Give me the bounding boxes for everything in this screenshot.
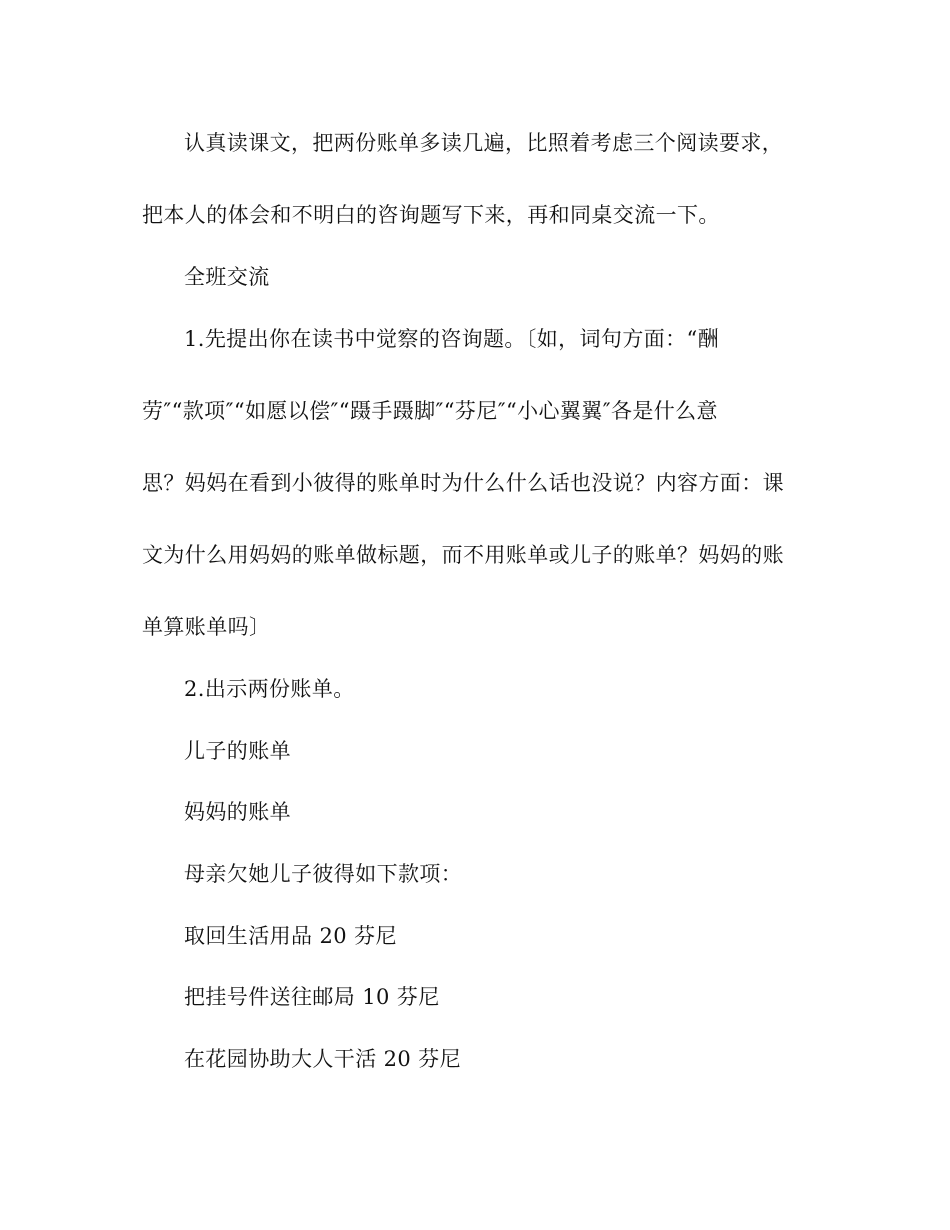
paragraph-line: 把本人的体会和不明白的咨询题写下来，再和同桌交流一下。: [142, 203, 720, 227]
list-item: 2.出示两份账单。: [184, 677, 355, 701]
paragraph-line: 单算账单吗〕: [142, 615, 271, 639]
bill-item: 把挂号件送往邮局 10 芬尼: [184, 985, 440, 1009]
paragraph-line: 文为什么用妈妈的账单做标题，而不用账单或儿子的账单？妈妈的账: [142, 543, 784, 567]
bill-title-son: 儿子的账单: [184, 739, 291, 763]
paragraph-line: 1.先提出你在读书中觉察的咨询题。〔如，词句方面：“酬: [184, 327, 720, 351]
bill-item: 在花园协助大人干活 20 芬尼: [184, 1047, 462, 1071]
bill-title-mother: 妈妈的账单: [184, 800, 291, 824]
paragraph-line: 劳″“款项″“如愿以偿″“蹑手蹑脚″“芬尼″“小心翼翼″各是什么意: [142, 399, 718, 423]
paragraph-line: 思？妈妈在看到小彼得的账单时为什么什么话也没说？内容方面：课: [142, 471, 784, 495]
section-heading: 全班交流: [184, 265, 270, 289]
bill-item: 取回生活用品 20 芬尼: [184, 924, 397, 948]
paragraph-line: 认真读课文，把两份账单多读几遍，比照着考虑三个阅读要求，: [184, 131, 784, 155]
bill-intro: 母亲欠她儿子彼得如下款项：: [184, 862, 463, 886]
